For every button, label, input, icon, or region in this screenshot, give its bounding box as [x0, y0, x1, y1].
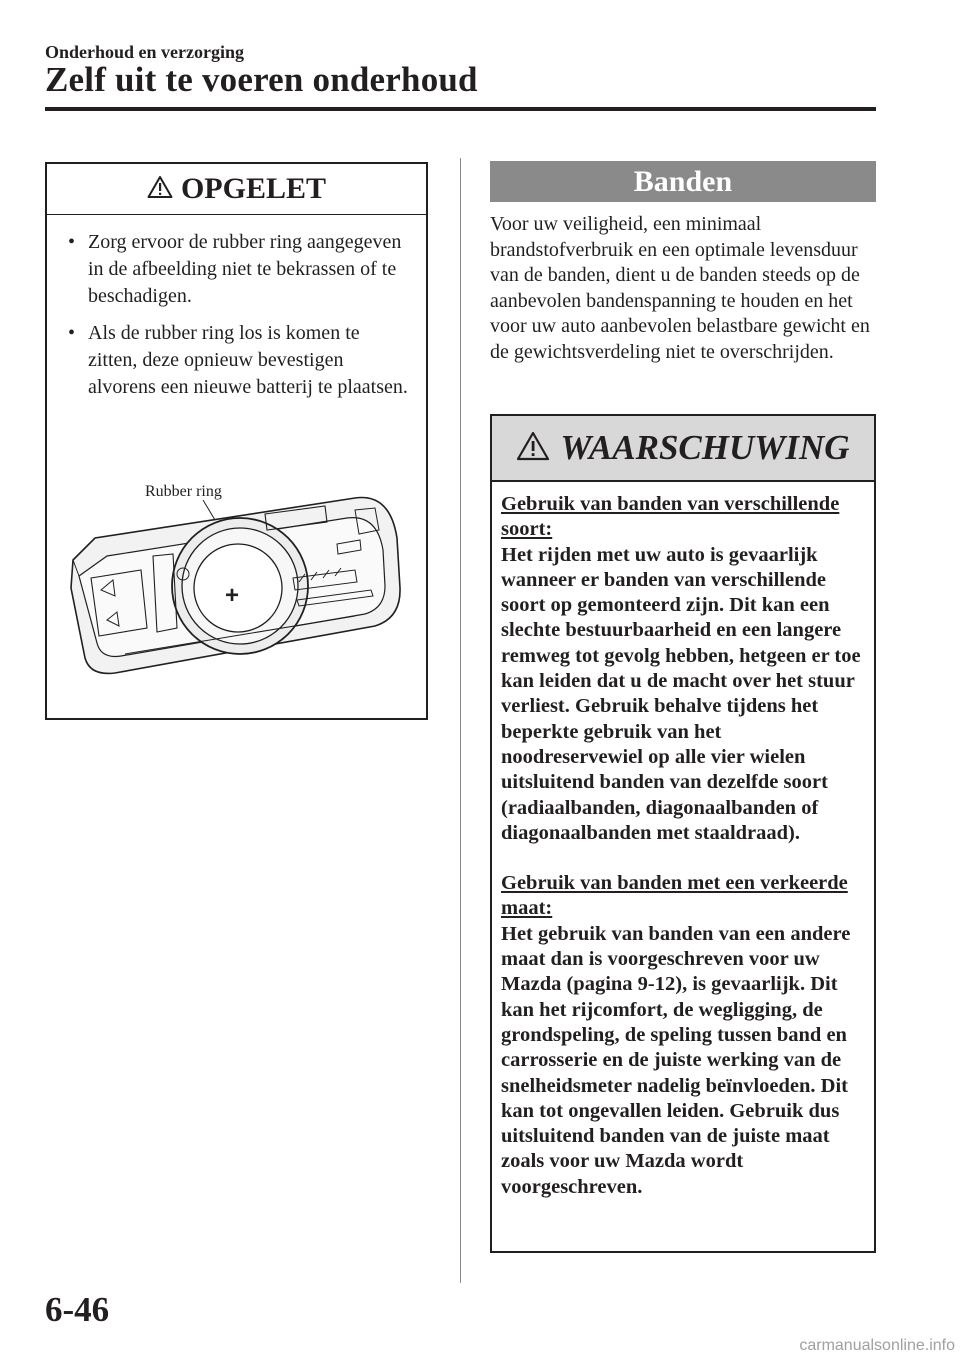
- warning-subheading: Gebruik van banden van verschillende soort:: [501, 493, 840, 541]
- warning-header: [492, 416, 874, 482]
- caution-title: OPGELET: [180, 172, 327, 205]
- column-divider: [460, 158, 461, 1283]
- warning-triangle-icon: [147, 175, 173, 204]
- section-label: Onderhoud en verzorging: [45, 42, 245, 62]
- caution-header: [47, 164, 426, 215]
- rubber-ring-label: Rubber ring: [145, 483, 222, 500]
- page-number: 6-46: [45, 1290, 110, 1329]
- warning-body: [492, 482, 874, 1200]
- warning-subheading: Gebruik van banden met een verkeerde maat:: [501, 872, 848, 920]
- warning-box: [490, 414, 876, 1253]
- caution-list: [47, 229, 426, 401]
- key-fob-battery-illustration: [55, 478, 415, 678]
- banden-intro: Voor uw veiligheid, een minimaal brandstofverbruik en een optimale levensduur van de banden, dient u de banden steeds op de aanbevolen bandenspanning te houden en het voor uw auto aanbevolen belastbare gewicht en de gewichtsverdeling niet te overschrijden.: [490, 213, 870, 363]
- caution-item-text: Zorg ervoor de rubber ring aangegeven in de afbeelding niet te bekrassen of te beschadigen.: [88, 231, 402, 307]
- warning-triangle-icon: [516, 430, 550, 467]
- caution-item: [68, 320, 412, 401]
- bullet: •: [68, 231, 76, 253]
- warning-title: WAARSCHUWING: [560, 428, 850, 467]
- svg-text:+: +: [225, 582, 240, 609]
- watermark: carmanualsonline.info: [799, 1337, 955, 1354]
- page-title: Zelf uit te voeren onderhoud: [45, 60, 478, 99]
- bullet: •: [68, 322, 76, 344]
- header-divider: [45, 107, 876, 111]
- warning-paragraph: Het rijden met uw auto is gevaarlijk wanneer er banden van verschillende soort op gemonteerd zijn. Dit kan een slechte bestuurbaarheid en een langere remweg tot gevolg hebben, hetgeen er toe kan leiden dat u de macht over het stuur verliest. Gebruik behalve tijdens het beperkte gebruik van het noodreservewiel op alle vier wielen uitsluitend banden van dezelfde soort (radiaalbanden, diagonaalbanden of diagonaalbanden met staaldraad).: [501, 543, 861, 844]
- section-heading-banden: Banden: [490, 161, 876, 202]
- caution-item-text: Als de rubber ring los is komen te zitten, deze opnieuw bevestigen alvorens een nieuwe batterij te plaatsen.: [88, 322, 408, 398]
- warning-paragraph: Het gebruik van banden van een andere maat dan is voorgeschreven voor uw Mazda (pagina 9-12), is gevaarlijk. Dit kan het rijcomfort, de wegligging, de grondspeling, de speling tussen band en carrosserie en de juiste werking van de snelheidsmeter nadelig beïnvloeden. Dit kan tot ongevallen leiden. Gebruik dus uitsluitend banden van de juiste maat zoals voor uw Mazda wordt voorgeschreven.: [501, 922, 851, 1198]
- caution-item: [68, 229, 412, 310]
